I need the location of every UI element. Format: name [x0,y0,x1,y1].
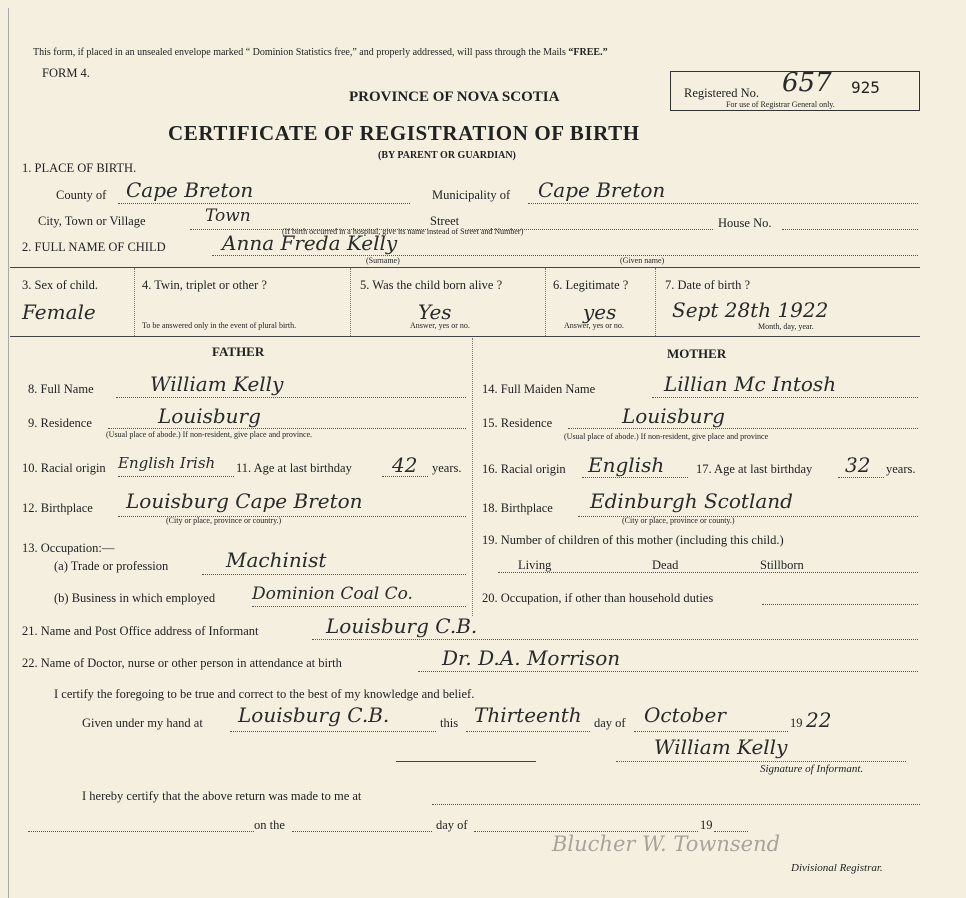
legitimate-caption: Answer, yes or no. [564,321,624,330]
dead-label: Dead [652,558,679,572]
place-of-birth-heading: 1. PLACE OF BIRTH. [22,161,137,175]
county-value[interactable]: Cape Breton [126,178,254,202]
father-birthplace-label: 12. Birthplace [22,501,93,515]
certification-statement: I certify the foregoing to be true and correct to the best of my knowledge and belief. [54,687,475,701]
county-label: County of [56,188,107,202]
father-heading: FATHER [212,344,265,359]
alive-label: 5. Was the child born alive ? [360,278,503,292]
hospital-note: (If birth occurred in a hospital, give its name instead of Street and Number) [282,227,524,236]
mother-heading: MOTHER [667,346,727,361]
month-value[interactable]: October [644,703,726,727]
informant-signature-line [616,761,906,762]
left-margin-line [8,8,9,898]
informant-signature[interactable]: William Kelly [654,735,788,759]
mother-birthplace-caption: (City or place, province or county.) [622,516,735,525]
twin-note: To be answered only in the event of plural birth. [142,321,297,330]
on-the-label: on the [254,818,285,832]
father-trade-label: (a) Trade or profession [54,559,169,573]
registrar-use-note: For use of Registrar General only. [726,100,835,109]
father-racial-value[interactable]: English Irish [118,454,216,472]
doctor-line [418,671,918,672]
page-subtitle: (BY PARENT OR GUARDIAN) [378,150,516,161]
father-name-line [116,397,466,398]
mother-residence-value[interactable]: Louisburg [622,404,725,428]
mother-racial-line [582,477,688,478]
alive-caption: Answer, yes or no. [410,321,470,330]
mother-name-line [652,397,918,398]
sex-value[interactable]: Female [22,300,96,324]
registrar-statement: I hereby certify that the above return was made to me at [82,789,362,803]
municipality-value[interactable]: Cape Breton [538,178,666,202]
mother-age-line [838,477,884,478]
registered-no-stamped: 925 [851,78,880,97]
mother-children-label: 19. Number of children of this mother (including this child.) [482,533,784,547]
registrar-line-2 [28,831,254,832]
father-racial-line [118,476,234,477]
father-trade-line [202,574,466,575]
mother-name-label: 14. Full Maiden Name [482,382,596,396]
city-value[interactable]: Town [205,206,251,226]
doctor-label: 22. Name of Doctor, nurse or other person in attendance at birth [22,656,342,670]
mother-name-value[interactable]: Lillian Mc Intosh [664,372,837,396]
legitimate-label: 6. Legitimate ? [553,278,629,292]
col-divider [350,268,351,336]
registrar-signature: Blucher W. Townsend [552,832,781,856]
father-residence-value[interactable]: Louisburg [158,404,261,428]
stillborn-label: Stillborn [760,558,804,572]
mother-racial-label: 16. Racial origin [482,462,566,476]
informant-label: 21. Name and Post Office address of Informant [22,624,259,638]
given-under-label: Given under my hand at [82,716,203,730]
signature-caption: Signature of Informant. [760,763,864,775]
municipality-label: Municipality of [432,188,511,202]
mother-residence-caption: (Usual place of abode.) If non-resident, give place and province [564,432,769,441]
informant-value[interactable]: Louisburg C.B. [326,614,478,638]
father-trade-value[interactable]: Machinist [226,548,327,572]
year2-label: 19 [700,818,713,832]
day-value[interactable]: Thirteenth [474,703,582,727]
given-place-value[interactable]: Louisburg C.B. [238,703,390,727]
father-residence-label: 9. Residence [28,416,92,430]
child-name-label: 2. FULL NAME OF CHILD [22,240,166,254]
legitimate-value[interactable]: yes [583,300,617,324]
child-name-value[interactable]: Anna Freda Kelly [222,231,398,255]
father-birthplace-caption: (City or place, province or country.) [166,516,282,525]
dob-label: 7. Date of birth ? [665,278,751,292]
mother-age-value[interactable]: 32 [845,453,871,477]
registered-no-handwritten: 657 [782,68,832,98]
informant-line [312,639,918,640]
municipality-line [528,203,918,204]
day-of-label: day of [594,716,626,730]
mother-age-label: 17. Age at last birthday [696,462,813,476]
mother-occupation-line [762,604,918,605]
given-place-line [230,731,436,732]
registrar-place-line [432,804,920,805]
province-heading: PROVINCE OF NOVA SCOTIA [349,89,560,105]
father-name-label: 8. Full Name [28,382,94,396]
row-divider [10,336,920,337]
year-value[interactable]: 22 [806,708,832,732]
mother-residence-line [568,428,918,429]
mother-birthplace-label: 18. Birthplace [482,501,553,515]
father-occupation-label: 13. Occupation:— [22,541,115,555]
mother-residence-label: 15. Residence [482,416,553,430]
signature-short-line [396,761,536,762]
page-title: CERTIFICATE OF REGISTRATION OF BIRTH [168,121,640,145]
father-business-label: (b) Business in which employed [54,591,216,605]
day-of-2-label: day of [436,818,468,832]
house-no-label: House No. [718,216,772,230]
mail-notice: This form, if placed in an unsealed envelope marked “ Dominion Statistics free,” and properly addressed, will pass through the Mails “FREE.” [33,47,608,58]
father-racial-label: 10. Racial origin [22,461,106,475]
mother-racial-value[interactable]: English [588,453,665,477]
father-years-label: years. [432,461,462,475]
col-divider [655,268,656,336]
father-residence-line [108,428,466,429]
twin-label: 4. Twin, triplet or other ? [142,278,267,292]
registrar-caption: Divisional Registrar. [791,862,883,874]
street-label: Street [430,214,460,228]
on-the-line [292,831,432,832]
month-line [634,731,788,732]
dob-value[interactable]: Sept 28th 1922 [672,298,829,322]
year-prefix: 19 [790,716,803,730]
mother-occupation-label: 20. Occupation, if other than household duties [482,591,714,605]
day-line [466,731,590,732]
father-residence-caption: (Usual place of abode.) If non-resident, give place and province. [106,430,313,439]
col-divider [134,268,135,336]
house-no-line [782,229,918,230]
surname-caption: (Surname) [366,256,400,265]
county-line [118,203,410,204]
father-mother-divider [472,338,473,616]
city-label: City, Town or Village [38,214,146,228]
living-label: Living [518,558,552,572]
father-business-line [252,606,466,607]
dob-caption: Month, day, year. [758,322,814,331]
father-age-value[interactable]: 42 [392,453,418,477]
col-divider [545,268,546,336]
father-age-label: 11. Age at last birthday [236,461,352,475]
child-name-line [212,255,918,256]
sex-label: 3. Sex of child. [22,278,99,292]
father-name-value[interactable]: William Kelly [150,372,284,396]
mother-children-line [498,572,918,573]
registered-no-label: Registered No. [684,86,759,100]
row-divider [10,267,920,268]
doctor-value[interactable]: Dr. D.A. Morrison [442,646,621,670]
mother-birthplace-value[interactable]: Edinburgh Scotland [590,489,793,513]
this-label: this [440,716,459,730]
father-birthplace-value[interactable]: Louisburg Cape Breton [126,489,363,513]
form-number: FORM 4. [42,66,90,80]
mother-years-label: years. [886,462,916,476]
given-name-caption: (Given name) [620,256,665,265]
father-business-value[interactable]: Dominion Coal Co. [252,584,413,604]
alive-value[interactable]: Yes [418,300,452,324]
